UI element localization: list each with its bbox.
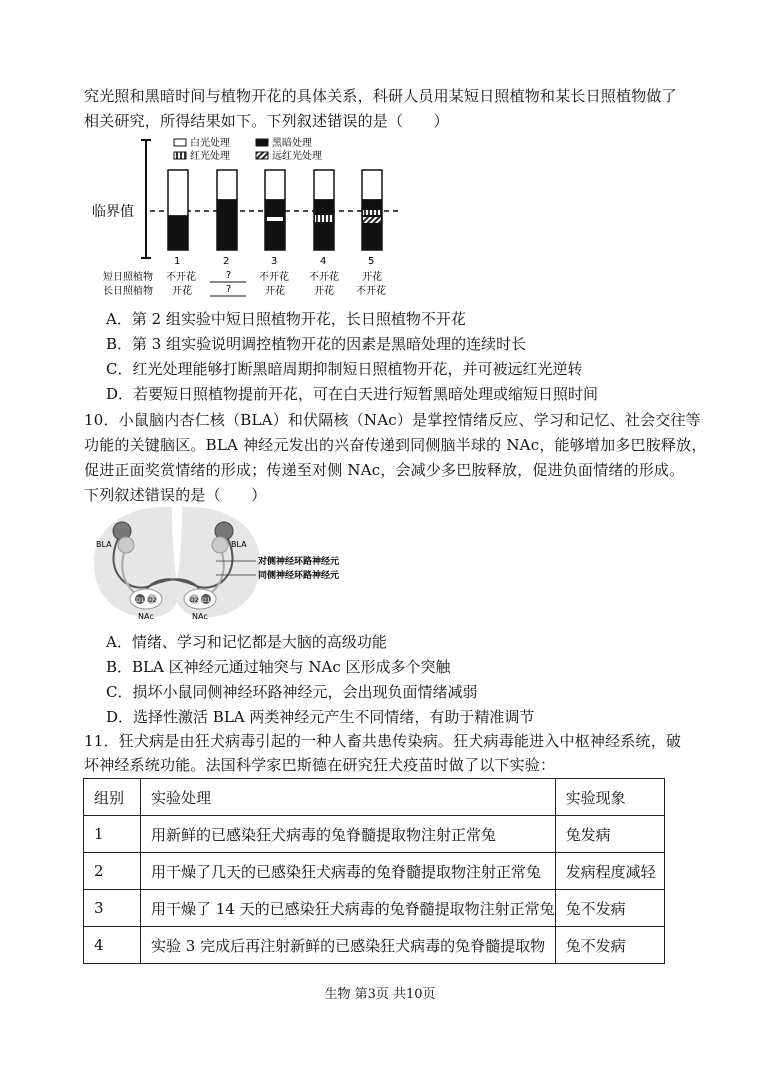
bla-right-neuron-light <box>212 537 228 553</box>
q10-option-c: C．损坏小鼠同侧神经环路神经元，会出现负面情绪减弱 <box>106 683 478 701</box>
row-4-treatment: 实验 3 完成后再注射新鲜的已感染狂犬病毒的兔脊髓提取物 <box>141 927 556 964</box>
header-group: 组别 <box>84 779 141 816</box>
legend-dark-swatch <box>256 139 268 146</box>
legend-dark: 黑暗处理 <box>272 138 312 149</box>
table-header-row <box>84 779 665 816</box>
legend-white-swatch <box>174 139 186 146</box>
short-day-1: 不开花 <box>166 272 196 283</box>
legend-red: 红光处理 <box>190 151 230 162</box>
group-4: 4 <box>320 256 327 267</box>
q10-brain-circuit-figure <box>82 505 372 623</box>
nac-right-label: NAc <box>192 612 208 621</box>
ipsi-label: 同侧神经环路神经元 <box>258 571 340 581</box>
bar-3-dark <box>265 200 285 250</box>
q11-line1: 11．狂犬病是由狂犬病毒引起的一种人畜共患传染病。狂犬病毒能进入中枢神经系统，破 <box>84 732 682 750</box>
group-1: 1 <box>174 256 181 267</box>
nac-right-region <box>184 589 216 609</box>
nac-right-d2-label: D2 <box>190 597 199 604</box>
bar-1-dark <box>168 216 188 250</box>
legend-farred-swatch <box>256 152 268 159</box>
row-4-group: 4 <box>84 927 141 964</box>
bla-right-label: BLA <box>231 540 247 549</box>
legend-white: 白光处理 <box>190 138 230 149</box>
bar-5-red-flash <box>363 210 381 215</box>
row-3-treatment: 用干燥了 14 天的已感染狂犬病毒的兔脊髓提取物注射正常兔 <box>141 890 556 927</box>
bla-left-neuron-light <box>118 537 134 553</box>
row-2-result: 发病程度减轻 <box>555 853 664 890</box>
row-3-group: 3 <box>84 890 141 927</box>
group-3: 3 <box>271 256 278 267</box>
bar-4-dark <box>314 200 334 250</box>
group-5: 5 <box>368 256 375 267</box>
q10-option-b: B．BLA 区神经元通过轴突与 NAc 区形成多个突触 <box>106 658 451 676</box>
bar-5-farred-flash <box>363 217 381 223</box>
nac-left-d1-label: D1 <box>136 597 145 604</box>
page-footer: 生物 第3页 共10页 <box>324 987 436 1002</box>
bar-5-white <box>362 170 382 200</box>
group-2: 2 <box>223 256 230 267</box>
header-phenomenon: 实验现象 <box>555 779 664 816</box>
row-label-long-day: 长日照植物 <box>103 286 153 297</box>
header-treatment: 实验处理 <box>141 779 556 816</box>
q10-line3: 促进正面奖赏情绪的形成；传递至对侧 NAc，会减少多巴胺释放，促进负面情绪的形成。 <box>84 461 685 479</box>
bar-1-white <box>168 170 188 216</box>
row-2-group: 2 <box>84 853 141 890</box>
q10-option-d: D．选择性激活 BLA 两类神经元产生不同情绪，有助于精准调节 <box>106 708 535 726</box>
nac-left-d2-label: D2 <box>148 597 157 604</box>
bar-3-white <box>265 170 285 200</box>
long-day-4: 开花 <box>314 286 334 297</box>
long-day-3: 开花 <box>265 286 285 297</box>
table-row <box>84 816 665 853</box>
short-day-3: 不开花 <box>259 272 289 283</box>
row-1-result: 兔发病 <box>555 816 664 853</box>
row-1-treatment: 用新鲜的已感染狂犬病毒的兔脊髓提取物注射正常兔 <box>141 816 556 853</box>
row-label-short-day: 短日照植物 <box>103 272 153 283</box>
q10-line4: 下列叙述错误的是（ ） <box>84 486 267 504</box>
long-day-2: ? <box>226 284 232 295</box>
bla-left-label: BLA <box>96 540 112 549</box>
table-row <box>84 927 665 964</box>
bar-4-white <box>314 170 334 200</box>
bar-5-dark <box>362 200 382 250</box>
table-row <box>84 853 665 890</box>
bar-4-red-flash <box>315 215 333 222</box>
row-3-result: 兔不发病 <box>555 890 664 927</box>
bar-2-white <box>217 170 237 200</box>
short-day-4: 不开花 <box>309 272 339 283</box>
q10-option-a: A．情绪、学习和记忆都是大脑的高级功能 <box>106 633 387 651</box>
row-4-result: 兔不发病 <box>555 927 664 964</box>
table-row <box>84 890 665 927</box>
q11-line2: 坏神经系统功能。法国科学家巴斯德在研究狂犬疫苗时做了以下实验： <box>84 756 556 774</box>
short-day-5: 开花 <box>362 272 382 283</box>
q10-line2: 功能的关键脑区。BLA 神经元发出的兴奋传递到同侧脑半球的 NAc，能够增加多巴胺释放， <box>84 436 707 454</box>
long-day-5: 不开花 <box>356 286 386 297</box>
q10-line1: 10．小鼠脑内杏仁核（BLA）和伏隔核（NAc）是掌控情绪反应、学习和记忆、社会交往等 <box>84 411 701 429</box>
nac-right-d1-label: D1 <box>202 597 211 604</box>
q9-option-b: B．第 3 组实验说明调控植物开花的因素是黑暗处理的连续时长 <box>106 335 527 353</box>
contra-label: 对侧神经环路神经元 <box>258 557 340 567</box>
q9-option-d: D．若要短日照植物提前开花，可在白天进行短暂黑暗处理或缩短日照时间 <box>106 385 599 403</box>
short-day-2: ? <box>226 270 232 281</box>
legend-red-swatch <box>174 152 186 159</box>
q9-photoperiod-figure <box>80 136 420 306</box>
critical-label: 临界值 <box>92 204 134 220</box>
legend-farred: 远红光处理 <box>272 151 322 162</box>
long-day-1: 开花 <box>172 286 192 297</box>
q9-intro-line1: 究光照和黑暗时间与植物开花的具体关系，科研人员用某短日照植物和某长日照植物做了 <box>84 87 677 105</box>
q9-option-a: A．第 2 组实验中短日照植物开花，长日照植物不开花 <box>106 310 466 328</box>
row-1-group: 1 <box>84 816 141 853</box>
bar-3-white-flash <box>267 217 283 221</box>
nac-left-label: NAc <box>138 612 154 621</box>
bar-2-dark <box>217 200 237 250</box>
q11-experiment-table <box>83 778 665 964</box>
q9-option-c: C．红光处理能够打断黑暗周期抑制短日照植物开花，并可被远红光逆转 <box>106 360 583 378</box>
nac-left-region <box>130 589 162 609</box>
row-2-treatment: 用干燥了几天的已感染狂犬病毒的兔脊髓提取物注射正常兔 <box>141 853 556 890</box>
q9-intro-line2: 相关研究，所得结果如下。下列叙述错误的是（ ） <box>84 112 449 130</box>
